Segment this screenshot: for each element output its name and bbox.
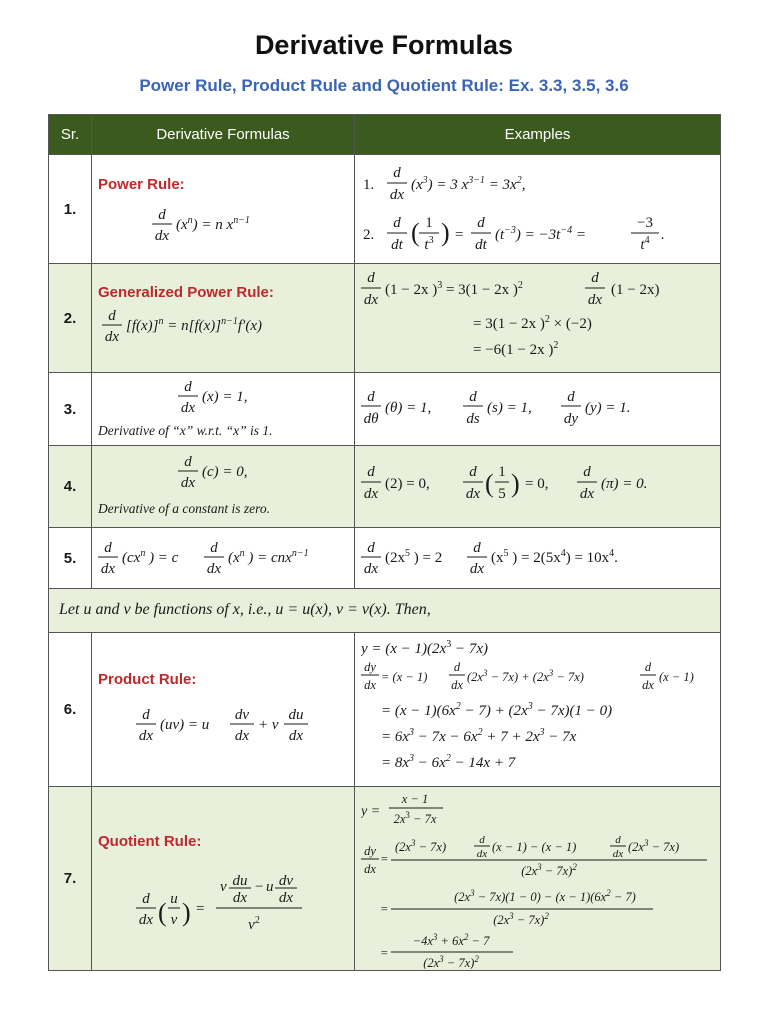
rule-name: Power Rule: [98,176,185,193]
formula-note: Derivative of a constant is zero. [98,501,270,516]
svg-text:−3: −3 [637,215,653,231]
svg-text:ds: ds [466,411,480,427]
svg-text:(1 − 2x )3 = 3(1 − 2x )2: (1 − 2x )$^3$ = 3(1 − 2x )$^2$ [385,280,523,298]
svg-text:dx: dx [100,561,116,577]
svg-text:t3: $t^3$ [424,235,434,253]
svg-text:d: d [142,891,150,907]
generalized-power-formula [102,306,352,350]
svg-text:−4x3 + 6x2 − 7: $-4x^3 + 6x^2 - 7$ [412,932,490,948]
svg-text:(θ) = 1,: (θ) = 1, [385,400,432,416]
svg-text:(1 − 2x): (1 − 2x) [611,282,660,298]
svg-text:d: d [367,270,375,286]
svg-text:(s) = 1,: (s) = 1, [487,400,532,416]
svg-text:dx: dx [363,292,379,308]
svg-text:d: d [393,165,401,181]
svg-text:(2x5 ) = 2: ($2x^5$ ) = 2 [385,548,443,566]
svg-text:(x − 1): (x − 1) [659,670,694,684]
svg-text:d: d [367,540,375,556]
svg-text:d: d [591,270,599,286]
svg-text:2.: 2. [363,227,375,243]
row-number: 7. [48,786,92,971]
svg-text:2x3 − 7x: $2x^3 - 7x$ [393,810,437,826]
example-cell [354,154,721,264]
svg-text:): ) [511,469,520,498]
svg-text:): ) [441,218,450,247]
quotient-rule-formula [136,873,336,949]
power-rule-examples [363,161,713,261]
svg-text:.: . [661,227,665,243]
svg-text:dy: dy [563,411,579,427]
svg-text:(: ( [485,469,494,498]
svg-text:(2x3 − 7x): $(2x^3 - 7x)$ [628,838,680,854]
svg-text:+ v: + v [258,717,279,733]
svg-text:d: d [473,540,481,556]
svg-text:(uv) = u: (uv) = u [160,717,210,733]
svg-text:d: d [615,834,621,846]
svg-text:u: u [266,879,274,895]
svg-text:): ) [182,898,191,927]
svg-text:dx: dx [642,678,654,692]
formula-cell [91,445,355,528]
svg-text:d: d [184,454,192,470]
svg-text:dt: dt [475,237,487,253]
formula-cell [91,786,355,971]
svg-text:d: d [453,660,461,674]
svg-text:dx: dx [465,486,481,502]
svg-text:(cxn ) = c: ($cx^n$ ) = c [122,548,179,566]
power-rule-formula [152,205,302,245]
svg-text:d: d [469,389,477,405]
row-number: 6. [48,632,92,787]
svg-text:(xn) = n xn−1: $(x^n) = n$ $x^{n-1}$ [176,215,250,233]
svg-text:(2x3 − 7x): $(2x^3 - 7x)$ [395,838,447,854]
svg-text:y = (x − 1)(2x3 − 7x): $y = (x - 1)(2x^3 - 7x)$ [361,639,488,657]
svg-text:=: = [455,227,464,243]
svg-text:dx: dx [363,486,379,502]
svg-text:=: = [380,902,389,916]
svg-text:= (x − 1)(6x2 − 7) + (2x3 − 7x: = $(x - 1)(6x^2 - 7) + (2x^3 - 7x)(1 - 0)$ [381,701,613,719]
formula-cell [91,527,355,589]
header-sr: Sr. [48,114,92,155]
constant-multiple-formula [98,538,352,582]
svg-text:= 0,: = 0, [525,476,549,492]
svg-text:d: d [583,464,591,480]
svg-text:(2x3 − 7x)(1 − 0) − (x − 1)(6x: $(2x^3 - 7x)(1 - 0) - (x - 1)(6x^2 - 7)$ [454,888,636,904]
functions-note-row [48,588,721,633]
formula-cell [91,632,355,787]
svg-text:(2x3 − 7x) + (2x3 − 7x): $(2x^3 - 7x) + (2x^3 - 7x)$ [467,668,584,684]
svg-text:dx: dx [278,890,294,906]
formula-table [48,114,721,971]
svg-text:d: d [184,379,192,395]
svg-text:y =: y = [361,804,381,819]
svg-text:d: d [108,308,116,324]
svg-text:1: 1 [498,464,506,480]
svg-text:(2x3 − 7x)2: $(2x^3 - 7x)^2$ [493,911,549,927]
identity-examples [361,387,711,433]
svg-text:dv: dv [234,707,250,723]
svg-text:(π) = 0.: (π) = 0. [601,476,648,492]
svg-text:5: 5 [498,486,506,502]
row-number: 3. [48,372,92,446]
svg-text:v: v [170,912,178,928]
svg-text:dx: dx [180,475,196,491]
example-cell [354,445,721,528]
svg-text:d: d [477,215,485,231]
header-formulas: Derivative Formulas [91,114,355,155]
product-rule-examples [361,635,717,785]
svg-text:d: d [367,464,375,480]
rule-name: Generalized Power Rule: [98,284,274,301]
svg-text:dx: dx [476,848,488,860]
svg-text:dx: dx [469,561,485,577]
svg-text:dx: dx [206,561,222,577]
constant-formula [178,452,298,492]
svg-text:v2: $v^2$ [248,915,260,933]
svg-text:x − 1: x − 1 [401,792,429,806]
svg-text:d: d [367,389,375,405]
svg-text:dx: dx [288,728,304,744]
svg-text:t4: $t^4$ [640,235,650,253]
svg-text:(x3) = 3 x3−1 = 3x2,: $(x^3) = 3$ $x^{3-1} = 3x^2$, [411,175,526,193]
svg-text:= 8x3 − 6x2 − 14x + 7: = $8x^3 - 6x^2 - 14x + 7$ [381,753,516,771]
svg-text:(2x3 − 7x)2: $(2x^3 - 7x)^2$ [423,954,479,969]
svg-text:dx: dx [364,678,376,692]
svg-text:dy: dy [364,844,376,858]
svg-text:dx: dx [389,187,405,203]
svg-text:= (x − 1): = (x − 1) [381,670,428,684]
row-number: 1. [48,154,92,264]
quotient-rule-examples [361,789,719,969]
svg-text:(2) = 0,: (2) = 0, [385,476,430,492]
example-cell [354,372,721,446]
formula-cell [91,154,355,264]
page-title: Derivative Formulas [254,30,514,60]
svg-text:(: ( [158,898,167,927]
svg-text:=: = [196,901,205,917]
svg-text:−: − [255,879,264,895]
svg-text:d: d [142,707,150,723]
header-examples: Examples [354,114,721,155]
svg-text:dx: dx [587,292,603,308]
svg-text:(t−3) = −3t−4 =: $(t^{-3}) = -3t^{-4}$ = [495,225,586,243]
constant-multiple-examples [361,538,711,582]
svg-text:dv: dv [278,873,294,889]
formula-cell [91,263,355,373]
svg-text:d: d [210,540,218,556]
svg-text:(x) = 1,: (x) = 1, [202,389,248,405]
svg-text:dx: dx [180,400,196,416]
svg-text:(2x3 − 7x)2: $(2x^3 - 7x)^2$ [521,862,577,878]
svg-text:(c) = 0,: (c) = 0, [202,464,248,480]
svg-text:=: = [380,946,389,960]
constant-examples [361,460,711,514]
svg-text:d: d [567,389,575,405]
svg-text:(: ( [411,218,420,247]
formula-note: Derivative of “x” w.r.t. “x” is 1. [98,423,273,438]
svg-text:d: d [393,215,401,231]
svg-text:(xn ) = cnxn−1: ($x^n$ ) = cnx$^{n-1}$ [228,548,309,566]
svg-text:d: d [644,660,652,674]
svg-text:dx: dx [104,329,120,345]
svg-text:=: = [380,852,389,866]
page-subtitle: Power Rule, Product Rule and Quotient Rule: Ex. 3.3, 3.5, 3.6 [139,76,629,95]
row-number: 5. [48,527,92,589]
svg-text:dx: dx [138,728,154,744]
svg-text:(x − 1) − (x − 1): (x − 1) − (x − 1) [492,840,577,854]
svg-text:dx: dx [154,228,170,244]
example-cell [354,527,721,589]
row-number: 2. [48,263,92,373]
svg-text:dx: dx [451,678,463,692]
rule-name: Quotient Rule: [98,833,202,850]
formula-cell [91,372,355,446]
svg-text:1.: 1. [363,177,375,193]
svg-text:(x5 ) = 2(5x4) = 10x4.: ($x^5$ ) = $2(5x^4) = 10x^4$. [491,548,618,566]
svg-text:dx: dx [232,890,248,906]
svg-text:d: d [158,207,166,223]
functions-note: Let u and v be functions of x, i.e., u = u(x), v = v(x). Then, [59,601,431,618]
svg-text:u: u [170,891,178,907]
svg-text:dx: dx [234,728,250,744]
example-cell [354,263,721,373]
product-rule-formula [136,705,336,749]
svg-text:dt: dt [391,237,403,253]
svg-text:du: du [288,707,304,723]
svg-text:= −6(1 − 2x )2: = −6(1 − 2x )$^2$ [473,340,559,358]
svg-text:dx: dx [363,561,379,577]
rule-name: Product Rule: [98,671,197,688]
svg-text:= 3(1 − 2x )2 × (−2): = 3(1 − 2x )$^2$ × (−2) [473,314,592,332]
svg-text:dy: dy [364,660,376,674]
svg-text:1: 1 [425,215,433,231]
svg-text:= 6x3 − 7x − 6x2 + 7 + 2x3 − 7: = $6x^3 - 7x - 6x^2 + 7 + 2x^3 - 7x$ [381,727,577,745]
svg-text:(y) = 1.: (y) = 1. [585,400,631,416]
svg-text:dx: dx [138,912,154,928]
svg-text:[f(x)]n = n[f(x)]n−1f′(x): $[f(x)]^n = n[f(x)]^{n-1}f'(x)$ [126,316,262,334]
example-cell [354,632,721,787]
svg-text:dx: dx [364,862,376,876]
svg-text:d: d [469,464,477,480]
generalized-power-examples [361,266,711,370]
example-cell [354,786,721,971]
svg-text:dθ: dθ [363,411,379,427]
svg-text:dx: dx [579,486,595,502]
svg-text:v: v [220,879,227,895]
svg-text:dx: dx [612,848,624,860]
svg-text:d: d [104,540,112,556]
svg-text:d: d [479,834,485,846]
svg-text:du: du [232,873,248,889]
row-number: 4. [48,445,92,528]
identity-formula [178,377,298,417]
